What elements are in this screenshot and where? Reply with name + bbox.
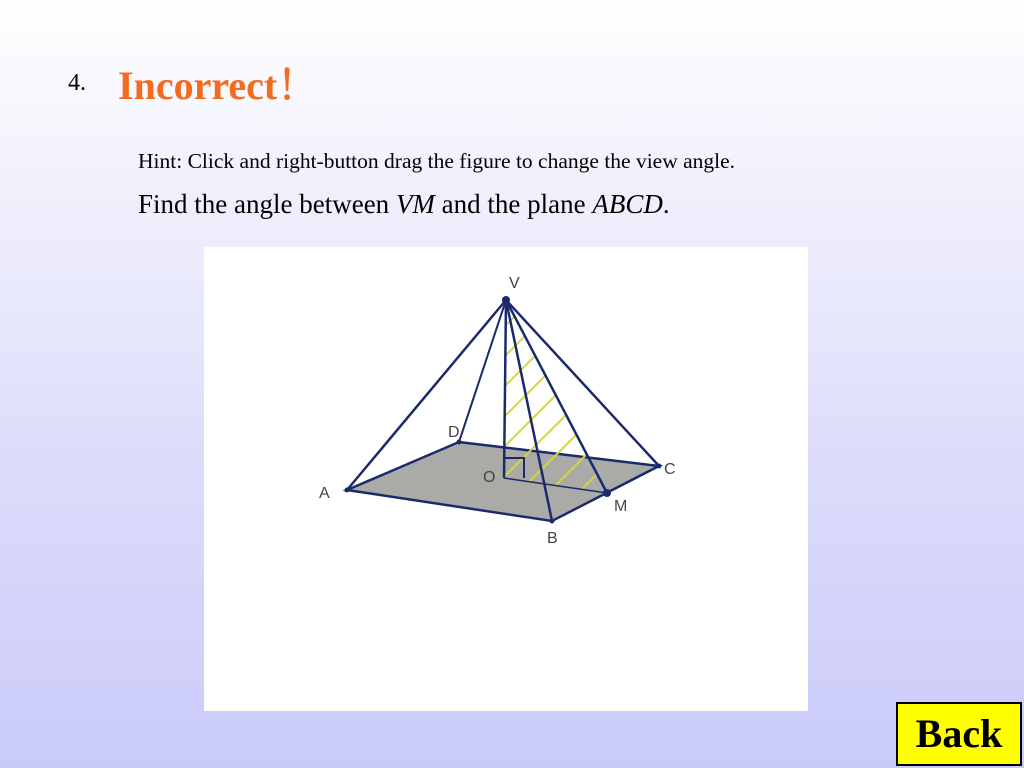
label-m: M [614,498,628,515]
question-text-part: and the plane [434,189,593,219]
vertex-a[interactable] [345,488,350,493]
back-button[interactable]: Back [896,702,1022,766]
edge-vc [506,300,659,466]
pyramid-figure[interactable] [204,247,808,711]
label-o: O [483,469,496,486]
question-text-end: . [662,189,670,219]
label-a: A [319,485,330,502]
vertex-v[interactable] [502,296,510,304]
label-b: B [547,530,558,547]
question-number: 4. [68,70,86,96]
edge-vd [459,300,506,442]
vertex-b[interactable] [550,519,555,524]
label-c: C [664,461,676,478]
variable-vm: VM [395,189,435,219]
base-plane-abcd [347,442,659,521]
question-text-part: Find the angle between [138,189,396,219]
vertex-c[interactable] [657,464,662,469]
hint-text: Hint: Click and right-button drag the figure to change the view angle. [138,149,736,173]
label-v: V [509,275,520,292]
result-status: Incorrect！ [118,63,318,108]
label-d: D [448,424,460,441]
question-text [138,189,670,220]
point-m[interactable] [603,489,611,497]
variable-abcd: ABCD [592,189,663,219]
